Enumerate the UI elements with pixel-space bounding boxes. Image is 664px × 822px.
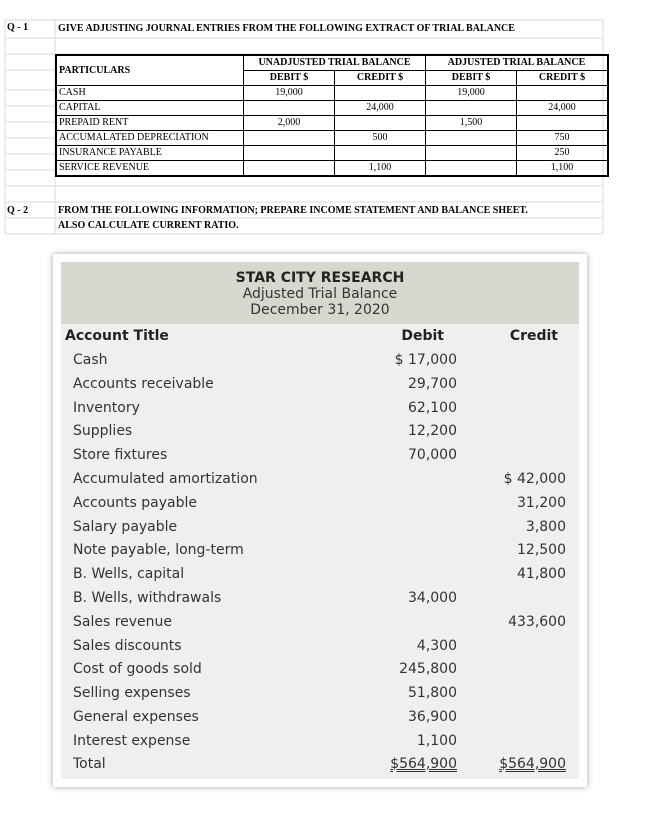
statement-date: December 31, 2020: [250, 302, 390, 318]
account-title: Store fixtures: [73, 447, 168, 464]
account-title: Inventory: [73, 399, 140, 416]
row-name: SERVICE REVENUE: [56, 161, 244, 177]
account-debit: 4,300: [416, 637, 457, 654]
company-name: STAR CITY RESEARCH: [235, 270, 405, 286]
unadjusted-debit-header: DEBIT $: [244, 71, 335, 86]
adjusted-credit-header: CREDIT $: [517, 71, 609, 86]
account-row: [61, 707, 579, 731]
question-2-instruction-line2: ALSO CALCULATE CURRENT RATIO.: [58, 220, 239, 231]
account-title: Cash: [73, 352, 108, 368]
table-row: [56, 116, 608, 131]
table-row: [56, 101, 608, 116]
account-title-header: Account Title: [65, 328, 169, 344]
account-credit: 41,800: [517, 566, 566, 583]
debit-header: Debit: [401, 328, 444, 344]
account-debit: 12,200: [408, 423, 457, 440]
account-debit: 245,800: [399, 661, 457, 678]
account-debit: 70,000: [408, 447, 457, 464]
account-debit: 34,000: [408, 590, 457, 606]
particulars-header: PARTICULARS: [56, 55, 244, 86]
adjusted-debit-header: DEBIT $: [426, 71, 517, 86]
account-credit: 12,500: [517, 542, 566, 559]
row-unadj-credit: 1,100: [335, 161, 426, 177]
row-unadj-debit: [244, 161, 335, 177]
row-unadj-debit: [244, 101, 335, 116]
row-unadj-debit: [244, 131, 335, 146]
row-unadj-debit: 19,000: [244, 86, 335, 101]
account-row: [61, 564, 579, 588]
account-row: [61, 350, 579, 374]
account-credit: $ 42,000: [503, 471, 566, 487]
question-2-label: Q - 2: [7, 205, 29, 216]
card-body: [61, 324, 579, 779]
account-credit: 31,200: [517, 494, 566, 511]
account-title: Sales discounts: [73, 637, 182, 654]
total-debit: $564,900: [390, 756, 457, 772]
row-adj-credit: [517, 116, 609, 131]
question-2-instruction-line1: FROM THE FOLLOWING INFORMATION; PREPARE INCOME STATEMENT AND BALANCE SHEET.: [58, 205, 528, 216]
row-adj-debit: [426, 146, 517, 161]
account-debit: 29,700: [408, 375, 457, 392]
total-row: [61, 754, 579, 778]
row-unadj-credit: [335, 86, 426, 101]
row-adj-credit: [517, 86, 609, 101]
card-header: [61, 262, 579, 324]
account-title: Sales revenue: [73, 613, 173, 630]
row-adj-debit: 1,500: [426, 116, 517, 131]
adjusted-trial-balance-card: [53, 254, 587, 787]
row-name: ACCUMALATED DEPRECIATION: [56, 131, 244, 146]
credit-header: Credit: [509, 328, 558, 344]
unadjusted-credit-header: CREDIT $: [335, 71, 426, 86]
account-title: Note payable, long-term: [73, 542, 244, 559]
row-adj-debit: [426, 131, 517, 146]
question-1-label: Q - 1: [7, 22, 29, 33]
trial-balance-table: [55, 54, 609, 177]
table-row: [56, 161, 608, 177]
row-name: INSURANCE PAYABLE: [56, 146, 244, 161]
row-unadj-credit: [335, 116, 426, 131]
account-title: Supplies: [73, 423, 133, 440]
account-row: [61, 636, 579, 660]
total-credit: $564,900: [499, 756, 566, 772]
account-credit: 3,800: [525, 518, 566, 535]
account-debit: 62,100: [408, 399, 457, 416]
account-title: Accounts payable: [73, 494, 197, 511]
account-credit: 433,600: [508, 613, 566, 630]
account-row: [61, 588, 579, 612]
row-unadj-credit: 24,000: [335, 101, 426, 116]
table-row: [56, 146, 608, 161]
row-adj-credit: 1,100: [517, 161, 609, 177]
row-adj-debit: [426, 101, 517, 116]
row-unadj-debit: 2,000: [244, 116, 335, 131]
account-row: [61, 517, 579, 541]
account-title: Interest expense: [73, 732, 191, 749]
statement-subtitle: Adjusted Trial Balance: [242, 286, 398, 302]
column-header-row: [61, 326, 579, 350]
question-1-instruction: GIVE ADJUSTING JOURNAL ENTRIES FROM THE FOLLOWING EXTRACT OF TRIAL BALANCE: [58, 23, 515, 34]
account-row: [61, 445, 579, 469]
account-row: [61, 374, 579, 398]
account-title: General expenses: [73, 709, 199, 725]
table-row: [56, 86, 608, 101]
row-name: PREPAID RENT: [56, 116, 244, 131]
account-row: [61, 421, 579, 445]
account-title: Accumulated amortization: [73, 471, 258, 487]
account-title: Accounts receivable: [73, 375, 214, 392]
row-unadj-credit: [335, 146, 426, 161]
account-title: B. Wells, capital: [73, 566, 185, 583]
account-row: [61, 540, 579, 564]
account-title: B. Wells, withdrawals: [73, 590, 222, 606]
row-adj-debit: [426, 161, 517, 177]
account-title: Salary payable: [73, 518, 178, 535]
account-row: [61, 731, 579, 755]
account-row: [61, 469, 579, 493]
row-unadj-credit: 500: [335, 131, 426, 146]
account-debit: 36,900: [408, 709, 457, 725]
account-row: [61, 659, 579, 683]
row-unadj-debit: [244, 146, 335, 161]
row-adj-credit: 24,000: [517, 101, 609, 116]
row-adj-credit: 250: [517, 146, 609, 161]
account-title: Selling expenses: [73, 685, 191, 702]
table-row: [56, 131, 608, 146]
row-adj-debit: 19,000: [426, 86, 517, 101]
account-row: [61, 612, 579, 636]
account-debit: $ 17,000: [394, 352, 457, 368]
adjusted-header: ADJUSTED TRIAL BALANCE: [426, 55, 609, 71]
unadjusted-header: UNADJUSTED TRIAL BALANCE: [244, 55, 426, 71]
account-debit: 1,100: [416, 732, 457, 749]
row-adj-credit: 750: [517, 131, 609, 146]
account-row: [61, 398, 579, 422]
account-row: [61, 493, 579, 517]
account-title: Cost of goods sold: [73, 661, 202, 678]
total-label: Total: [73, 756, 106, 772]
row-name: CASH: [56, 86, 244, 101]
account-row: [61, 683, 579, 707]
account-debit: 51,800: [408, 685, 457, 702]
row-name: CAPITAL: [56, 101, 244, 116]
